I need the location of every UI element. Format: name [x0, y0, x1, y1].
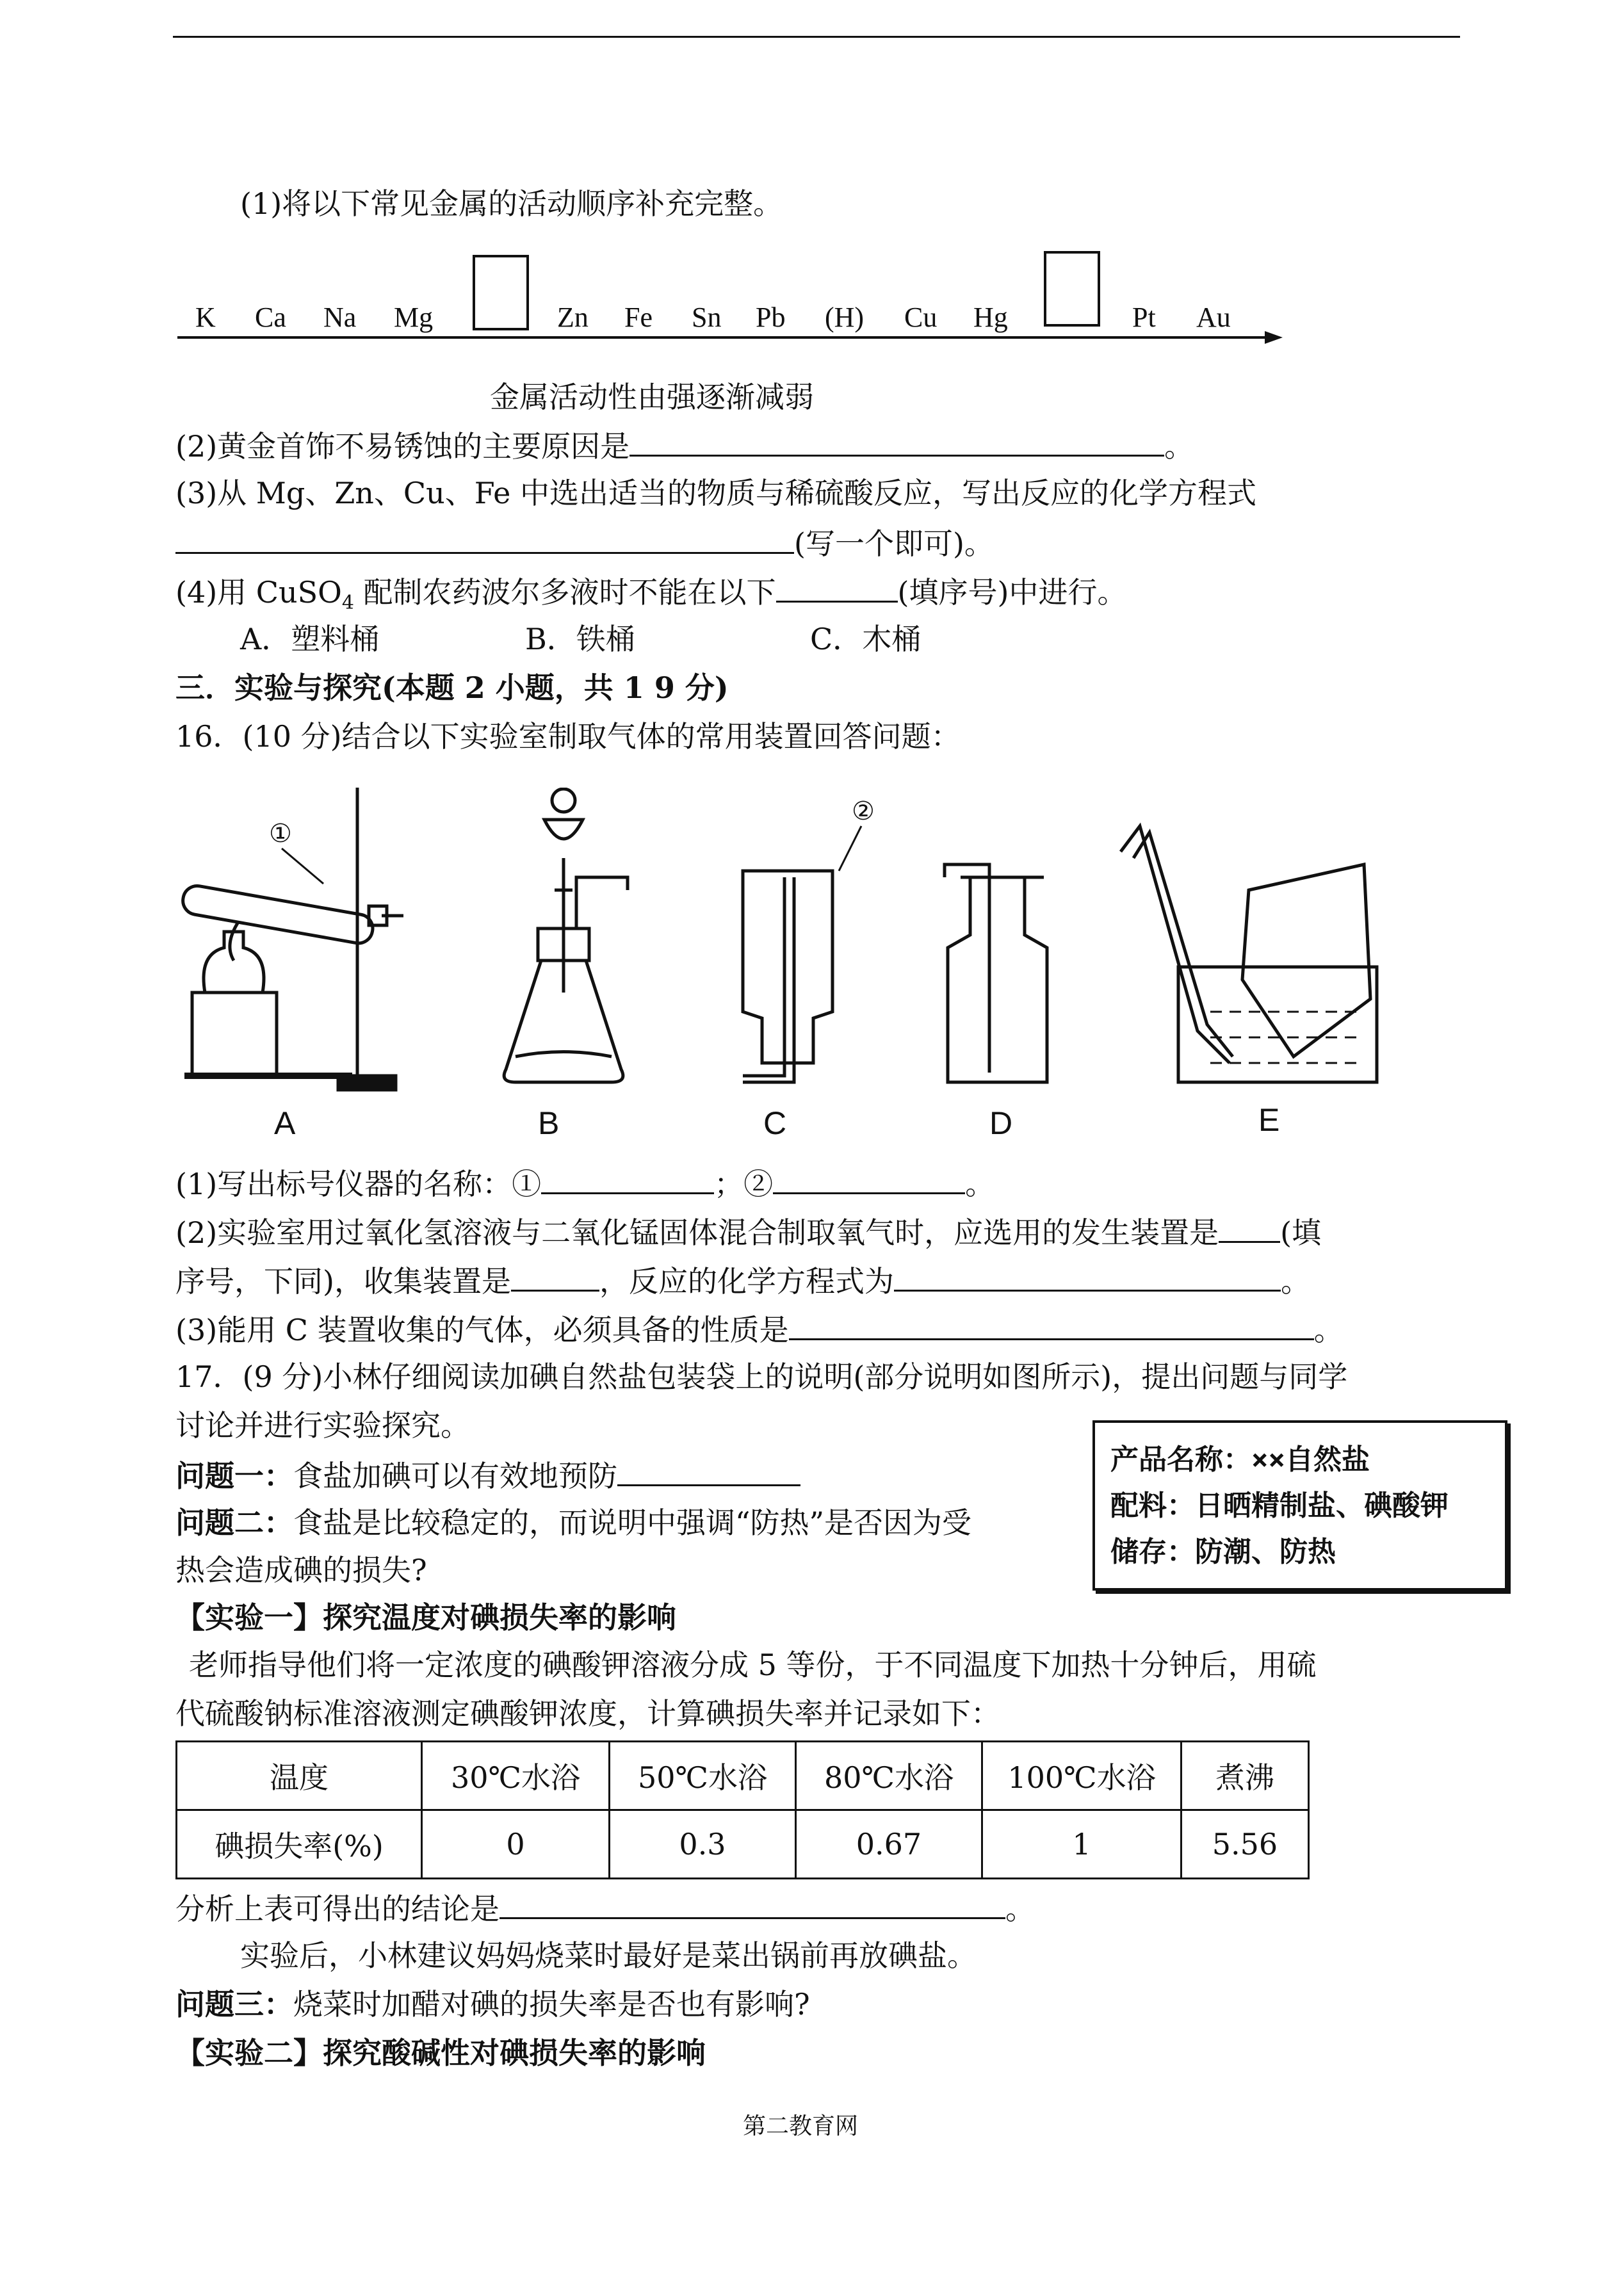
- q16-part3-end: 。: [1313, 1313, 1344, 1347]
- metal-item: Cu: [904, 302, 938, 333]
- metal-item: Mg: [394, 302, 434, 333]
- q15-part4: [175, 572, 1126, 621]
- page-footer: 第二教育网: [743, 2113, 859, 2139]
- box-line: 产品名称：××自然盐: [1110, 1443, 1370, 1476]
- metal-item: K: [195, 302, 216, 333]
- arrow-caption: 金属活动性由强逐渐减弱: [490, 380, 814, 414]
- q15-part3-line2: [175, 524, 994, 562]
- option-a: A．塑料桶: [240, 622, 380, 656]
- answer-blank[interactable]: [629, 426, 1164, 457]
- table-cell: 碘损失率(%): [177, 1810, 422, 1879]
- metal-item: Ca: [255, 302, 286, 333]
- q17-conclusion: [175, 1889, 1035, 1927]
- q17-question2-text: 食盐是比较稳定的，而说明中强调“防热”是否因为受: [293, 1505, 972, 1540]
- lab-apparatus-figure: [179, 788, 1492, 1146]
- metal-item: (H): [825, 302, 865, 333]
- activity-arrow: [176, 328, 1284, 347]
- answer-blank[interactable]: [499, 1889, 1005, 1919]
- answer-blank[interactable]: [617, 1456, 800, 1486]
- table-header-cell: 30℃水浴: [422, 1742, 610, 1810]
- answer-blank[interactable]: [789, 1310, 1314, 1340]
- answer-blank[interactable]: [175, 524, 794, 554]
- answer-blank[interactable]: [511, 1261, 599, 1292]
- answer-blank[interactable]: [1219, 1213, 1280, 1243]
- q17-question1-text: 食盐加碘可以有效地预防: [293, 1459, 617, 1493]
- question-label: 问题三：: [175, 1987, 293, 2022]
- box-line: 储存：防潮、防热: [1110, 1536, 1336, 1568]
- apparatus-e: [1121, 826, 1377, 1082]
- apparatus-b: [504, 789, 628, 1082]
- table-cell: 0.67: [796, 1810, 982, 1879]
- q16-part2-end: 。: [1280, 1264, 1310, 1299]
- metal-item: Au: [1196, 302, 1231, 333]
- experiment1-title: 【实验一】探究温度对碘损失率的影响: [175, 1600, 676, 1635]
- experiment1-text-line2: 代硫酸钠标准溶液测定碘酸钾浓度，计算碘损失率并记录如下：: [175, 1696, 1000, 1731]
- q15-part2-end: 。: [1164, 429, 1194, 464]
- label-d: D: [989, 1105, 1013, 1141]
- marker-2: ②: [852, 797, 875, 826]
- table-header-cell: 50℃水浴: [610, 1742, 796, 1810]
- q15-part4-text3: (填序号)中进行。: [897, 575, 1127, 610]
- table-cell: 0.3: [610, 1810, 796, 1879]
- metal-item: Pb: [756, 302, 786, 333]
- answer-blank[interactable]: [894, 1261, 1281, 1292]
- q16-part2-text: (2)实验室用过氧化氢溶液与二氧化锰固体混合制取氧气时，应选用的发生装置是: [175, 1215, 1219, 1250]
- q15-part3-tail: (写一个即可)。: [794, 526, 994, 561]
- option-b: B．铁桶: [525, 622, 635, 656]
- table-cell: 5.56: [1181, 1810, 1309, 1879]
- q16-part3: [175, 1310, 1344, 1348]
- experiment2-title: 【实验二】探究酸碱性对碘损失率的影响: [175, 2036, 706, 2070]
- q16-part1: [175, 1164, 995, 1202]
- q15-part2: [175, 426, 1194, 464]
- metal-item: Zn: [557, 302, 589, 333]
- q16-part2: [175, 1213, 1321, 1251]
- apparatus-a: [181, 788, 403, 1090]
- label-a: A: [274, 1105, 296, 1141]
- section-heading: 三．实验与探究(本题 2 小题，共 1 9 分): [175, 670, 729, 705]
- q15-part4-text: (4)用 CuSO: [175, 575, 342, 610]
- table-header-row: [177, 1742, 1309, 1810]
- marker-1: ①: [269, 819, 292, 848]
- q17-question3: [175, 1986, 810, 2022]
- q17-question2-line2: 热会造成碘的损失?: [175, 1553, 427, 1587]
- q16-part2-text4: ，反应的化学方程式为: [599, 1264, 894, 1299]
- q17-after-text: 实验后，小林建议妈妈烧菜时最好是菜出锅前再放碘盐。: [240, 1938, 977, 1973]
- q17-stem-line2: 讨论并进行实验探究。: [175, 1408, 470, 1443]
- table-header-cell: 温度: [177, 1742, 422, 1810]
- table-cell: 0: [422, 1810, 610, 1879]
- q16-part2-text3: 序号，下同)，收集装置是: [175, 1264, 511, 1299]
- question-label: 问题二：: [175, 1505, 293, 1540]
- q15-part2-text: (2)黄金首饰不易锈蚀的主要原因是: [175, 429, 630, 464]
- answer-box-1[interactable]: [473, 255, 529, 330]
- q15-part4-text2: 配制农药波尔多液时不能在以下: [353, 575, 776, 610]
- q17-conclusion-text: 分析上表可得出的结论是: [175, 1892, 499, 1926]
- iodine-loss-table: [175, 1740, 1310, 1879]
- metal-item: Fe: [624, 302, 653, 333]
- q16-stem: 16．(10 分)结合以下实验室制取气体的常用装置回答问题：: [175, 719, 961, 754]
- salt-label-box: [1092, 1420, 1507, 1591]
- subscript: 4: [341, 592, 354, 615]
- q15-part1: (1)将以下常见金属的活动顺序补充完整。: [240, 186, 783, 221]
- q17-question3-text: 烧菜时加醋对碘的损失率是否也有影响?: [293, 1987, 810, 2022]
- q15-part3: (3)从 Mg、Zn、Cu、Fe 中选出适当的物质与稀硫酸反应，写出反应的化学方程式: [175, 476, 1256, 510]
- q16-part1-text: (1)写出标号仪器的名称：①: [175, 1167, 542, 1201]
- label-e: E: [1258, 1102, 1280, 1138]
- metal-item: Pt: [1132, 302, 1156, 333]
- apparatus-drawing: [179, 788, 1492, 1095]
- metal-item: Hg: [973, 302, 1008, 333]
- q17-question1: [175, 1456, 800, 1494]
- answer-blank[interactable]: [773, 1164, 965, 1194]
- table-row: [177, 1810, 1309, 1879]
- q16-part3-text: (3)能用 C 装置收集的气体，必须具备的性质是: [175, 1313, 789, 1347]
- q17-stem: 17．(9 分)小林仔细阅读加碘自然盐包装袋上的说明(部分说明如图所示)，提出问题与同学: [175, 1359, 1348, 1394]
- question-label: 问题一：: [175, 1459, 293, 1493]
- metal-item: Sn: [692, 302, 722, 333]
- q16-part2-text2: (填: [1280, 1215, 1322, 1250]
- label-c: C: [763, 1105, 787, 1141]
- option-c: C．木桶: [810, 622, 922, 656]
- table-cell: 1: [982, 1810, 1181, 1879]
- answer-blank[interactable]: [776, 572, 898, 603]
- table-header-cell: 80℃水浴: [796, 1742, 982, 1810]
- header-rule: [173, 36, 1460, 38]
- metal-item: Na: [323, 302, 357, 333]
- apparatus-d: [945, 864, 1047, 1082]
- table-header-cell: 100℃水浴: [982, 1742, 1181, 1810]
- q16-part1-end: 。: [965, 1167, 995, 1201]
- q16-part1-sep: ；②: [714, 1167, 774, 1201]
- q16-part2-line2: [175, 1261, 1310, 1299]
- box-line: 配料：日晒精制盐、碘酸钾: [1110, 1489, 1449, 1522]
- answer-blank[interactable]: [541, 1164, 714, 1194]
- table-header-cell: 煮沸: [1181, 1742, 1309, 1810]
- label-b: B: [538, 1105, 560, 1141]
- experiment1-text: 老师指导他们将一定浓度的碘酸钾溶液分成 5 等份，于不同温度下加热十分钟后，用硫: [189, 1648, 1317, 1682]
- answer-box-2[interactable]: [1044, 251, 1100, 327]
- apparatus-c: [743, 797, 875, 1082]
- q17-question2: [175, 1505, 971, 1541]
- q17-conclusion-end: 。: [1005, 1892, 1035, 1926]
